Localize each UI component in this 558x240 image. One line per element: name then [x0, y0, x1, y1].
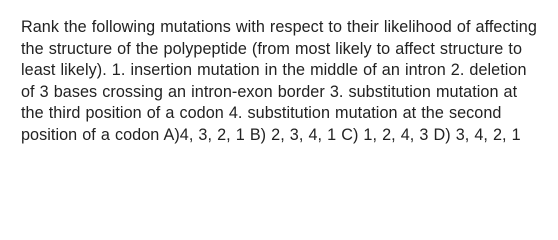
question-text: Rank the following mutations with respect to their likelihood of affecting the structure of the polypeptide (from most likely to affect structure to least likely). 1. insertion mutation in the middle of an intron 2. deletion of 3 bases crossing an intron-exon border 3. substitution mutation at the third position of a codon 4. substitution mutation at the second position of a codon A)4, 3, 2, 1 B) 2, 3, 4, 1 C) 1, 2, 4, 3 D) 3, 4, 2, 1	[21, 18, 537, 144]
